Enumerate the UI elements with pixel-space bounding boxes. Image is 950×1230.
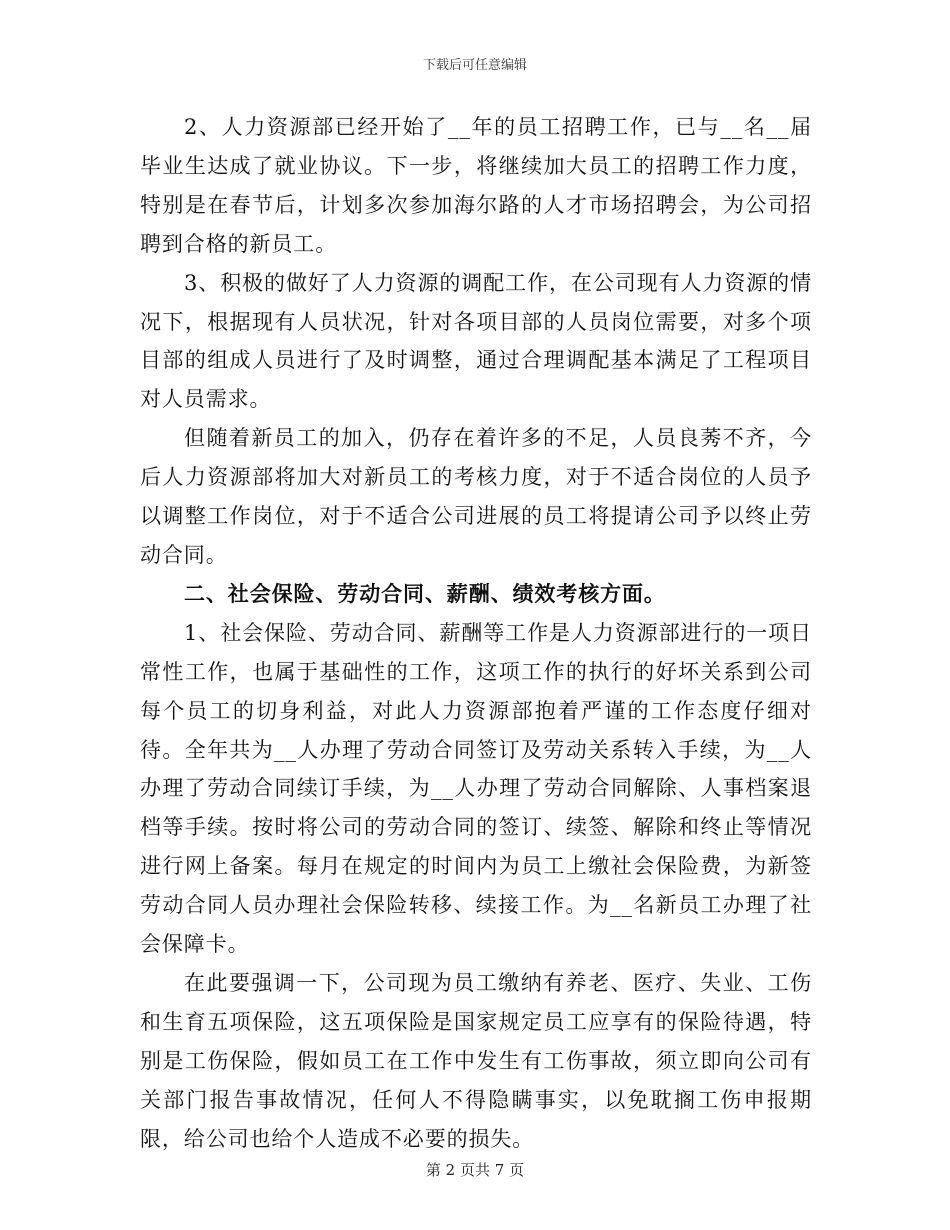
paragraph-shortcomings: 但随着新员工的加入，仍存在着许多的不足，人员良莠不齐，今后人力资源部将加大对新员工的考核力度，对于不适合岗位的人员予以调整工作岗位，对于不适合公司进展的员工将提请公司予以终止劳动合同。: [140, 426, 812, 567]
paragraph-allocation: 3、积极的做好了人力资源的调配工作，在公司现有人力资源的情况下，根据现有人员状况，针对各项目部的人员岗位需要，对多个项目部的组成人员进行了及时调整，通过合理调配基本满足了工程项目对人员需求。: [140, 270, 812, 412]
page-header: 下载后可任意编辑: [422, 58, 527, 73]
page-number: 第 2 页共 7 页: [425, 1161, 525, 1179]
paragraph-insurance-emphasis: 在此要强调一下，公司现为员工缴纳有养老、医疗、失业、工伤和生育五项保险，这五项保险是国家规定员工应享有的保险待遇，特别是工伤保险，假如员工在工作中发生有工伤事故，须立即向公司有关部门报告事故情况，任何人不得隐瞒事实，以免耽搁工伤申报期限，给公司也给个人造成不必要的损失。: [140, 970, 812, 1151]
section-heading: 二、社会保险、劳动合同、薪酬、绩效考核方面。: [184, 580, 666, 606]
document-body: [140, 108, 812, 1158]
paragraph-social-insurance: 1、社会保险、劳动合同、薪酬等工作是人力资源部进行的一项日常性工作，也属于基础性的工作，这项工作的执行的好坏关系到公司每个员工的切身利益，对此人力资源部抱着严谨的工作态度仔细对待。全年共为__人办理了劳动合同签订及劳动关系转入手续，为__人办理了劳动合同续订手续，为__人办理了劳动合同解除、人事档案退档等手续。按时将公司的劳动合同的签订、续签、解除和终止等情况进行网上备案。每月在规定的时间内为员工上缴社会保险费，为新签劳动合同人员办理社会保险转移、续接工作。为__名新员工办理了社会保障卡。: [140, 620, 812, 957]
paragraph-recruitment: 2、人力资源部已经开始了__年的员工招聘工作，已与__名__届毕业生达成了就业协议。下一步，将继续加大员工的招聘工作力度，特别是在春节后，计划多次参加海尔路的人才市场招聘会，为公司招聘到合格的新员工。: [140, 115, 812, 256]
